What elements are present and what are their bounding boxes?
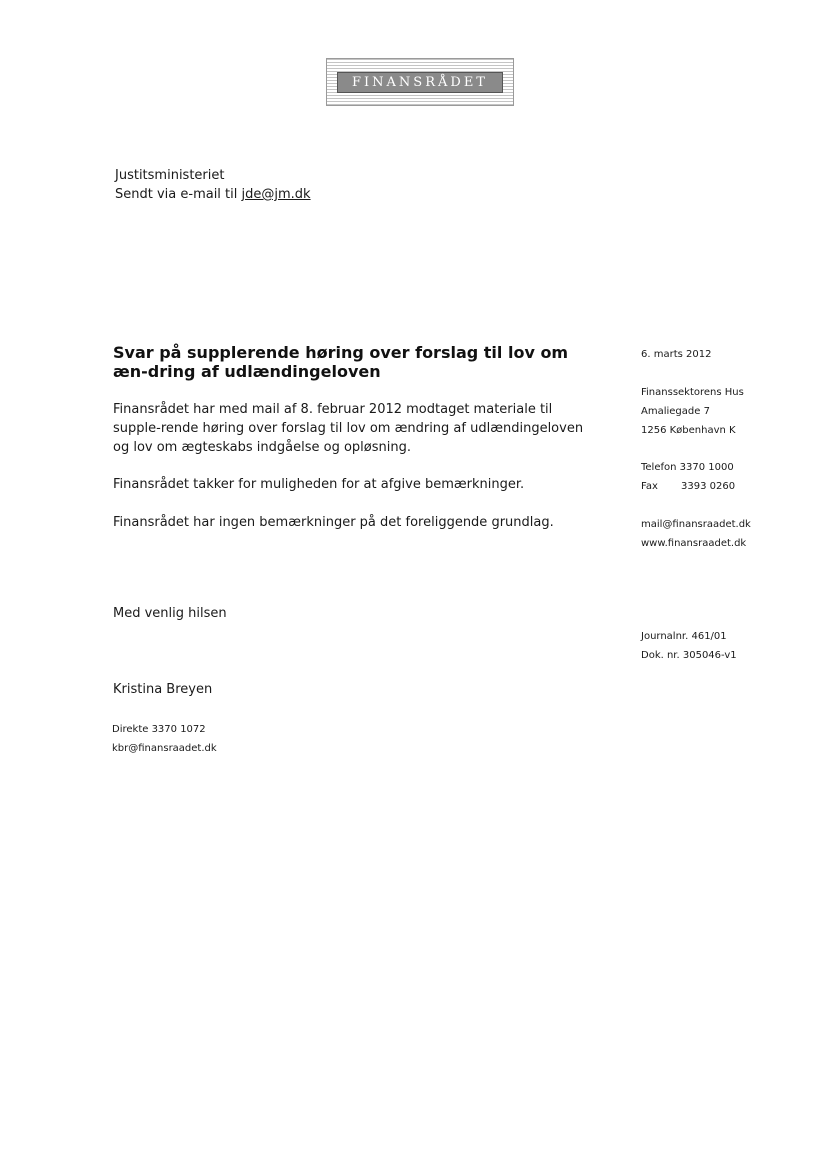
phone-label: Telefon xyxy=(641,462,677,473)
phone-number: 3370 1000 xyxy=(679,462,734,473)
signer-name: Kristina Breyen xyxy=(113,682,213,697)
signer-contact xyxy=(112,720,217,758)
phone-fax-block xyxy=(641,458,735,496)
recipient-block xyxy=(115,166,311,204)
paragraph-2: Finansrådet takker for muligheden for at afgive bemærkninger. xyxy=(113,477,525,492)
closing-greeting: Med venlig hilsen xyxy=(113,606,227,621)
fax-label: Fax xyxy=(641,481,658,492)
address-line: 1256 København K xyxy=(641,425,736,436)
logo-band xyxy=(337,72,503,93)
document-number: Dok. nr. 305046-v1 xyxy=(641,650,737,661)
direct-phone: Direkte 3370 1072 xyxy=(112,724,206,735)
finansraadet-logo xyxy=(326,58,514,106)
sender-address xyxy=(641,383,744,440)
sent-via-line xyxy=(115,185,311,204)
signer-email: kbr@finansraadet.dk xyxy=(112,743,217,754)
fax-number: 3393 0260 xyxy=(681,481,736,492)
address-line: Finanssektorens Hus xyxy=(641,387,744,398)
paragraph-1: Finansrådet har med mail af 8. februar 2012 modtaget materiale til supple-rende høring over forslag til lov om ændring af udlændingeloven og lov om ægteskabs indgåelse og opløsning. xyxy=(113,402,584,455)
logo-text: FINANSRÅDET xyxy=(352,75,488,90)
sender-email: mail@finansraadet.dk xyxy=(641,519,751,530)
sender-website: www.finansraadet.dk xyxy=(641,538,747,549)
letter-title: Svar på supplerende høring over forslag til lov om æn-dring af udlændingeloven xyxy=(113,343,569,381)
address-line: Amaliegade 7 xyxy=(641,406,710,417)
letter-date: 6. marts 2012 xyxy=(641,349,712,360)
web-contact-block xyxy=(641,515,751,553)
sent-via-text: Sendt via e-mail til xyxy=(115,187,242,202)
journal-number: Journalnr. 461/01 xyxy=(641,631,727,642)
fax-line xyxy=(641,477,735,496)
reference-block xyxy=(641,627,737,665)
recipient-email-link[interactable]: jde@jm.dk xyxy=(241,187,311,202)
paragraph-3: Finansrådet har ingen bemærkninger på det foreliggende grundlag. xyxy=(113,515,554,530)
recipient-name: Justitsministeriet xyxy=(115,168,225,183)
phone-line xyxy=(641,458,735,477)
